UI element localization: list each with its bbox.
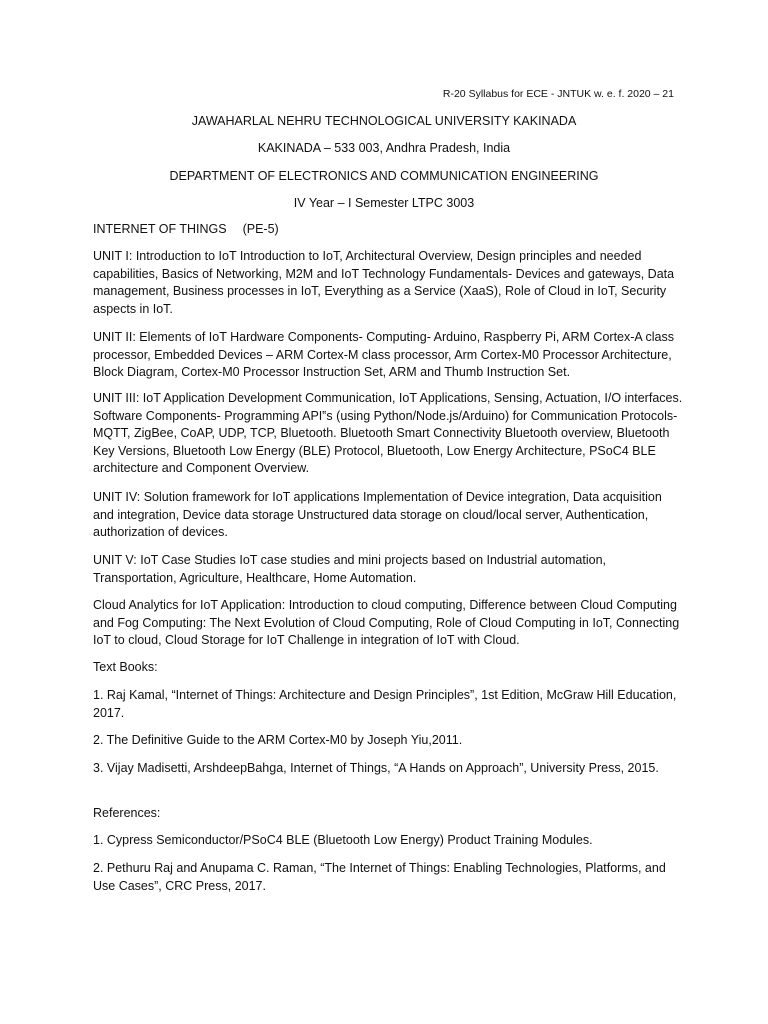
university-address: KAKINADA – 533 003, Andhra Pradesh, India (257, 141, 511, 155)
unit-3-text: UNIT III: IoT Application Development Communication, IoT Applications, Sensing, Actuation, I/O interfaces. Software Components- Programming API‟s (using Python/Node.js/Arduino) for Communication Protocols-MQTT, ZigBee, CoAP, UDP, TCP, Bluetooth. Bluetooth Smart Connectivity Bluetooth overview, Bluetooth Key Versions, Bluetooth Low Energy (BLE) Protocol, Bluetooth, Low Energy Architecture, PSoC4 BLE architecture and Component Overview. (93, 391, 683, 476)
reference-1 (93, 832, 683, 850)
text-book-1 (93, 687, 683, 722)
text-books-heading-text: Text Books: (93, 660, 158, 674)
references-heading (93, 805, 683, 823)
text-book-3-text: 3. Vijay Madisetti, ArshdeepBahga, Internet of Things, “A Hands on Approach”, University Press, 2015. (93, 761, 659, 775)
unit-4 (93, 489, 683, 542)
course-title: INTERNET OF THINGS (93, 222, 227, 236)
unit-2-text: UNIT II: Elements of IoT Hardware Components- Computing- Arduino, Raspberry Pi, ARM Cortex-A class processor, Embedded Devices – ARM Cortex-M class processor, Arm Cortex-M0 Processor Architecture, Block Diagram, Cortex-M0 Processor Instruction Set, ARM and Thumb Instruction Set. (93, 330, 675, 380)
text-book-2-text: 2. The Definitive Guide to the ARM Cortex-M0 by Joseph Yiu,2011. (93, 733, 463, 747)
course-title-line (93, 221, 683, 239)
unit-1 (93, 248, 683, 318)
unit-3 (93, 390, 683, 478)
reference-2-text: 2. Pethuru Raj and Anupama C. Raman, “The Internet of Things: Enabling Technologies, Platforms, and Use Cases”, CRC Press, 2017. (93, 861, 666, 893)
department-name: DEPARTMENT OF ELECTRONICS AND COMMUNICATION ENGINEERING (169, 169, 599, 183)
text-book-2 (93, 732, 683, 750)
unit-2 (93, 329, 683, 382)
unit-5 (93, 552, 683, 587)
course-code: (PE-5) (242, 222, 279, 236)
header-note: R-20 Syllabus for ECE - JNTUK w. e. f. 2020 – 21 (442, 88, 674, 100)
semester-line: IV Year – I Semester LTPC 3003 (293, 196, 475, 210)
unit-5-text: UNIT V: IoT Case Studies IoT case studies and mini projects based on Industrial automation, Transportation, Agriculture, Healthcare, Home Automation. (93, 553, 607, 585)
references-heading-text: References: (93, 806, 161, 820)
university-name: JAWAHARLAL NEHRU TECHNOLOGICAL UNIVERSITY KAKINADA (191, 114, 577, 128)
cloud-analytics (93, 597, 683, 650)
text-book-3 (93, 760, 683, 778)
reference-1-text: 1. Cypress Semiconductor/PSoC4 BLE (Bluetooth Low Energy) Product Training Modules. (93, 833, 593, 847)
text-books-heading (93, 659, 683, 677)
unit-4-text: UNIT IV: Solution framework for IoT applications Implementation of Device integration, Data acquisition and integration, Device data storage Unstructured data storage on cloud/local server, Authentication, authorization of devices. (93, 490, 662, 540)
text-book-1-text: 1. Raj Kamal, “Internet of Things: Architecture and Design Principles”, 1st Edition, McGraw Hill Education, 2017. (93, 688, 677, 720)
cloud-analytics-text: Cloud Analytics for IoT Application: Introduction to cloud computing, Difference between Cloud Computing and Fog Computing: The Next Evolution of Cloud Computing, Role of Cloud Computing in IoT, Connecting IoT to cloud, Cloud Storage for IoT Challenge in integration of IoT with Cloud. (93, 598, 680, 648)
reference-2 (93, 860, 683, 895)
unit-1-text: UNIT I: Introduction to IoT Introduction to IoT, Architectural Overview, Design principles and needed capabilities, Basics of Networking, M2M and IoT Technology Fundamentals- Devices and gateways, Data management, Business processes in IoT, Everything as a Service (XaaS), Role of Cloud in IoT, Security aspects in IoT. (93, 249, 675, 316)
